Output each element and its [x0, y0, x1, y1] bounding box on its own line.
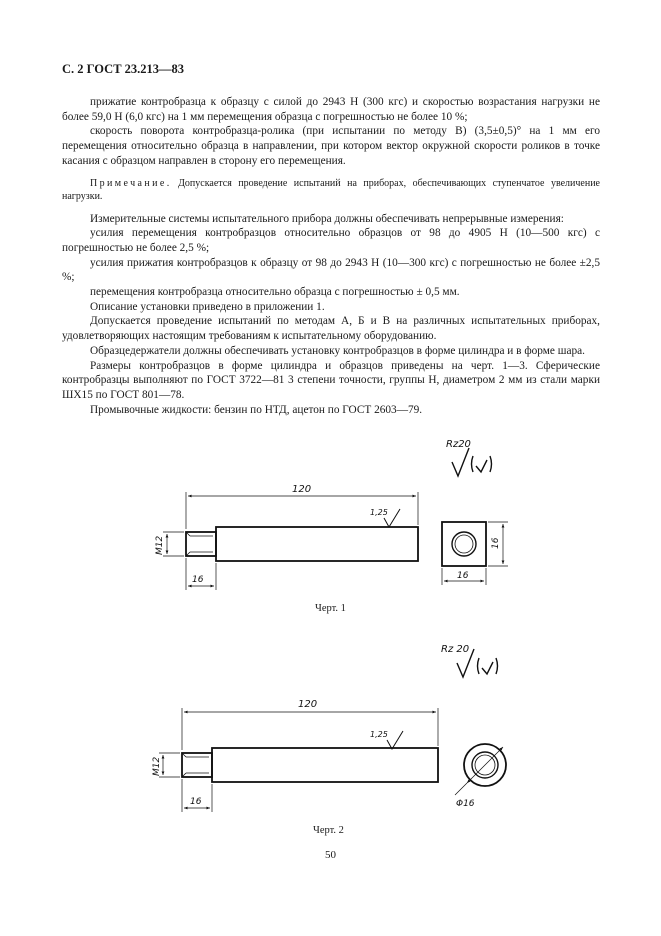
length-dim: 120 [292, 484, 312, 495]
paragraph: скорость поворота контробразца-ролика (при испытании по методу В) (3,5±0,5)° на 1 мм его перемещения относительно образца в направлении, при котором вектор окружной скорости роликов в точке касания с образцом направлен в сторону его перемещения. [62, 125, 600, 167]
note-text: Допускается проведение испытаний на приборах, обеспечивающих ступенчатое увеличение нагрузки. [62, 177, 600, 203]
paragraph: Допускается проведение испытаний по методам А, Б и В на различных испытательных приборах, удовлетворяющих настоящим требованиям к испытательному оборудованию. [62, 315, 600, 343]
paragraph: усилия прижатия контробразцов к образцу от 98 до 2943 Н (10—300 кгс) с погрешностью не более ±2,5 %; [62, 256, 600, 284]
rod-thread [182, 753, 212, 777]
figure-2-caption: Черт. 2 [313, 825, 344, 836]
roughness-label: Rz20 [446, 439, 471, 450]
paragraph: прижатие контробразца к образцу с силой до 2943 Н (300 кгс) и скоростью возрастания нагрузки не более 59,0 Н (6,0 кгс) на 1 мм перемещения образца с погрешностью не более 10 %; [62, 96, 600, 123]
note-label: Примечание. [90, 177, 172, 189]
thread-dim: M12 [152, 756, 162, 776]
local-roughness: 1,25 [370, 508, 388, 517]
figure-1-caption: Черт. 1 [315, 603, 346, 614]
roughness-label: Rz 20 [441, 644, 470, 655]
thread-length-dim: 16 [192, 575, 204, 585]
thread-dim: M12 [155, 535, 165, 555]
rod-thread [186, 532, 216, 556]
side-width-dim: 16 [457, 571, 469, 581]
side-height-dim: 16 [491, 537, 501, 549]
diameter-dim: Φ16 [456, 799, 475, 809]
paragraph: усилия перемещения контробразцов относительно образцов от 98 до 4905 Н (10—500 кгс) с погрешностью не более 2,5 %; [62, 227, 600, 254]
paragraph: Измерительные системы испытательного прибора должны обеспечивать непрерывные измерения: [90, 212, 564, 225]
paragraph: перемещения контробразца относительно образца с погрешностью ± 0,5 мм. [90, 286, 460, 299]
length-dim: 120 [298, 699, 318, 710]
figure-2 [152, 644, 506, 812]
paragraph: Размеры контробразцов в форме цилиндра и образцов приведены на черт. 1—3. Сферические контробразцы выполняют по ГОСТ 3722—81 3 степени точности, группы Н, диаметром 2 мм из стали марки ШХ15 по ГОСТ 801—78. [62, 359, 600, 401]
paragraph: Образцедержатели должны обеспечивать установку контробразцов в форме цилиндра и в форме шара. [90, 344, 585, 357]
thread-length-dim: 16 [190, 797, 202, 807]
side-view-square [442, 522, 486, 566]
roughness-symbol [452, 448, 492, 476]
page-header: С. 2 ГОСТ 23.213—83 [62, 62, 185, 76]
rod-body [212, 748, 438, 782]
paragraph: Промывочные жидкости: бензин по НТД, ацетон по ГОСТ 2603—79. [90, 403, 423, 416]
rod-body [216, 527, 418, 561]
page-number: 50 [325, 849, 336, 861]
figure-1 [155, 439, 508, 590]
local-roughness: 1,25 [370, 730, 388, 739]
paragraph: Описание установки приведено в приложении 1. [90, 300, 325, 313]
